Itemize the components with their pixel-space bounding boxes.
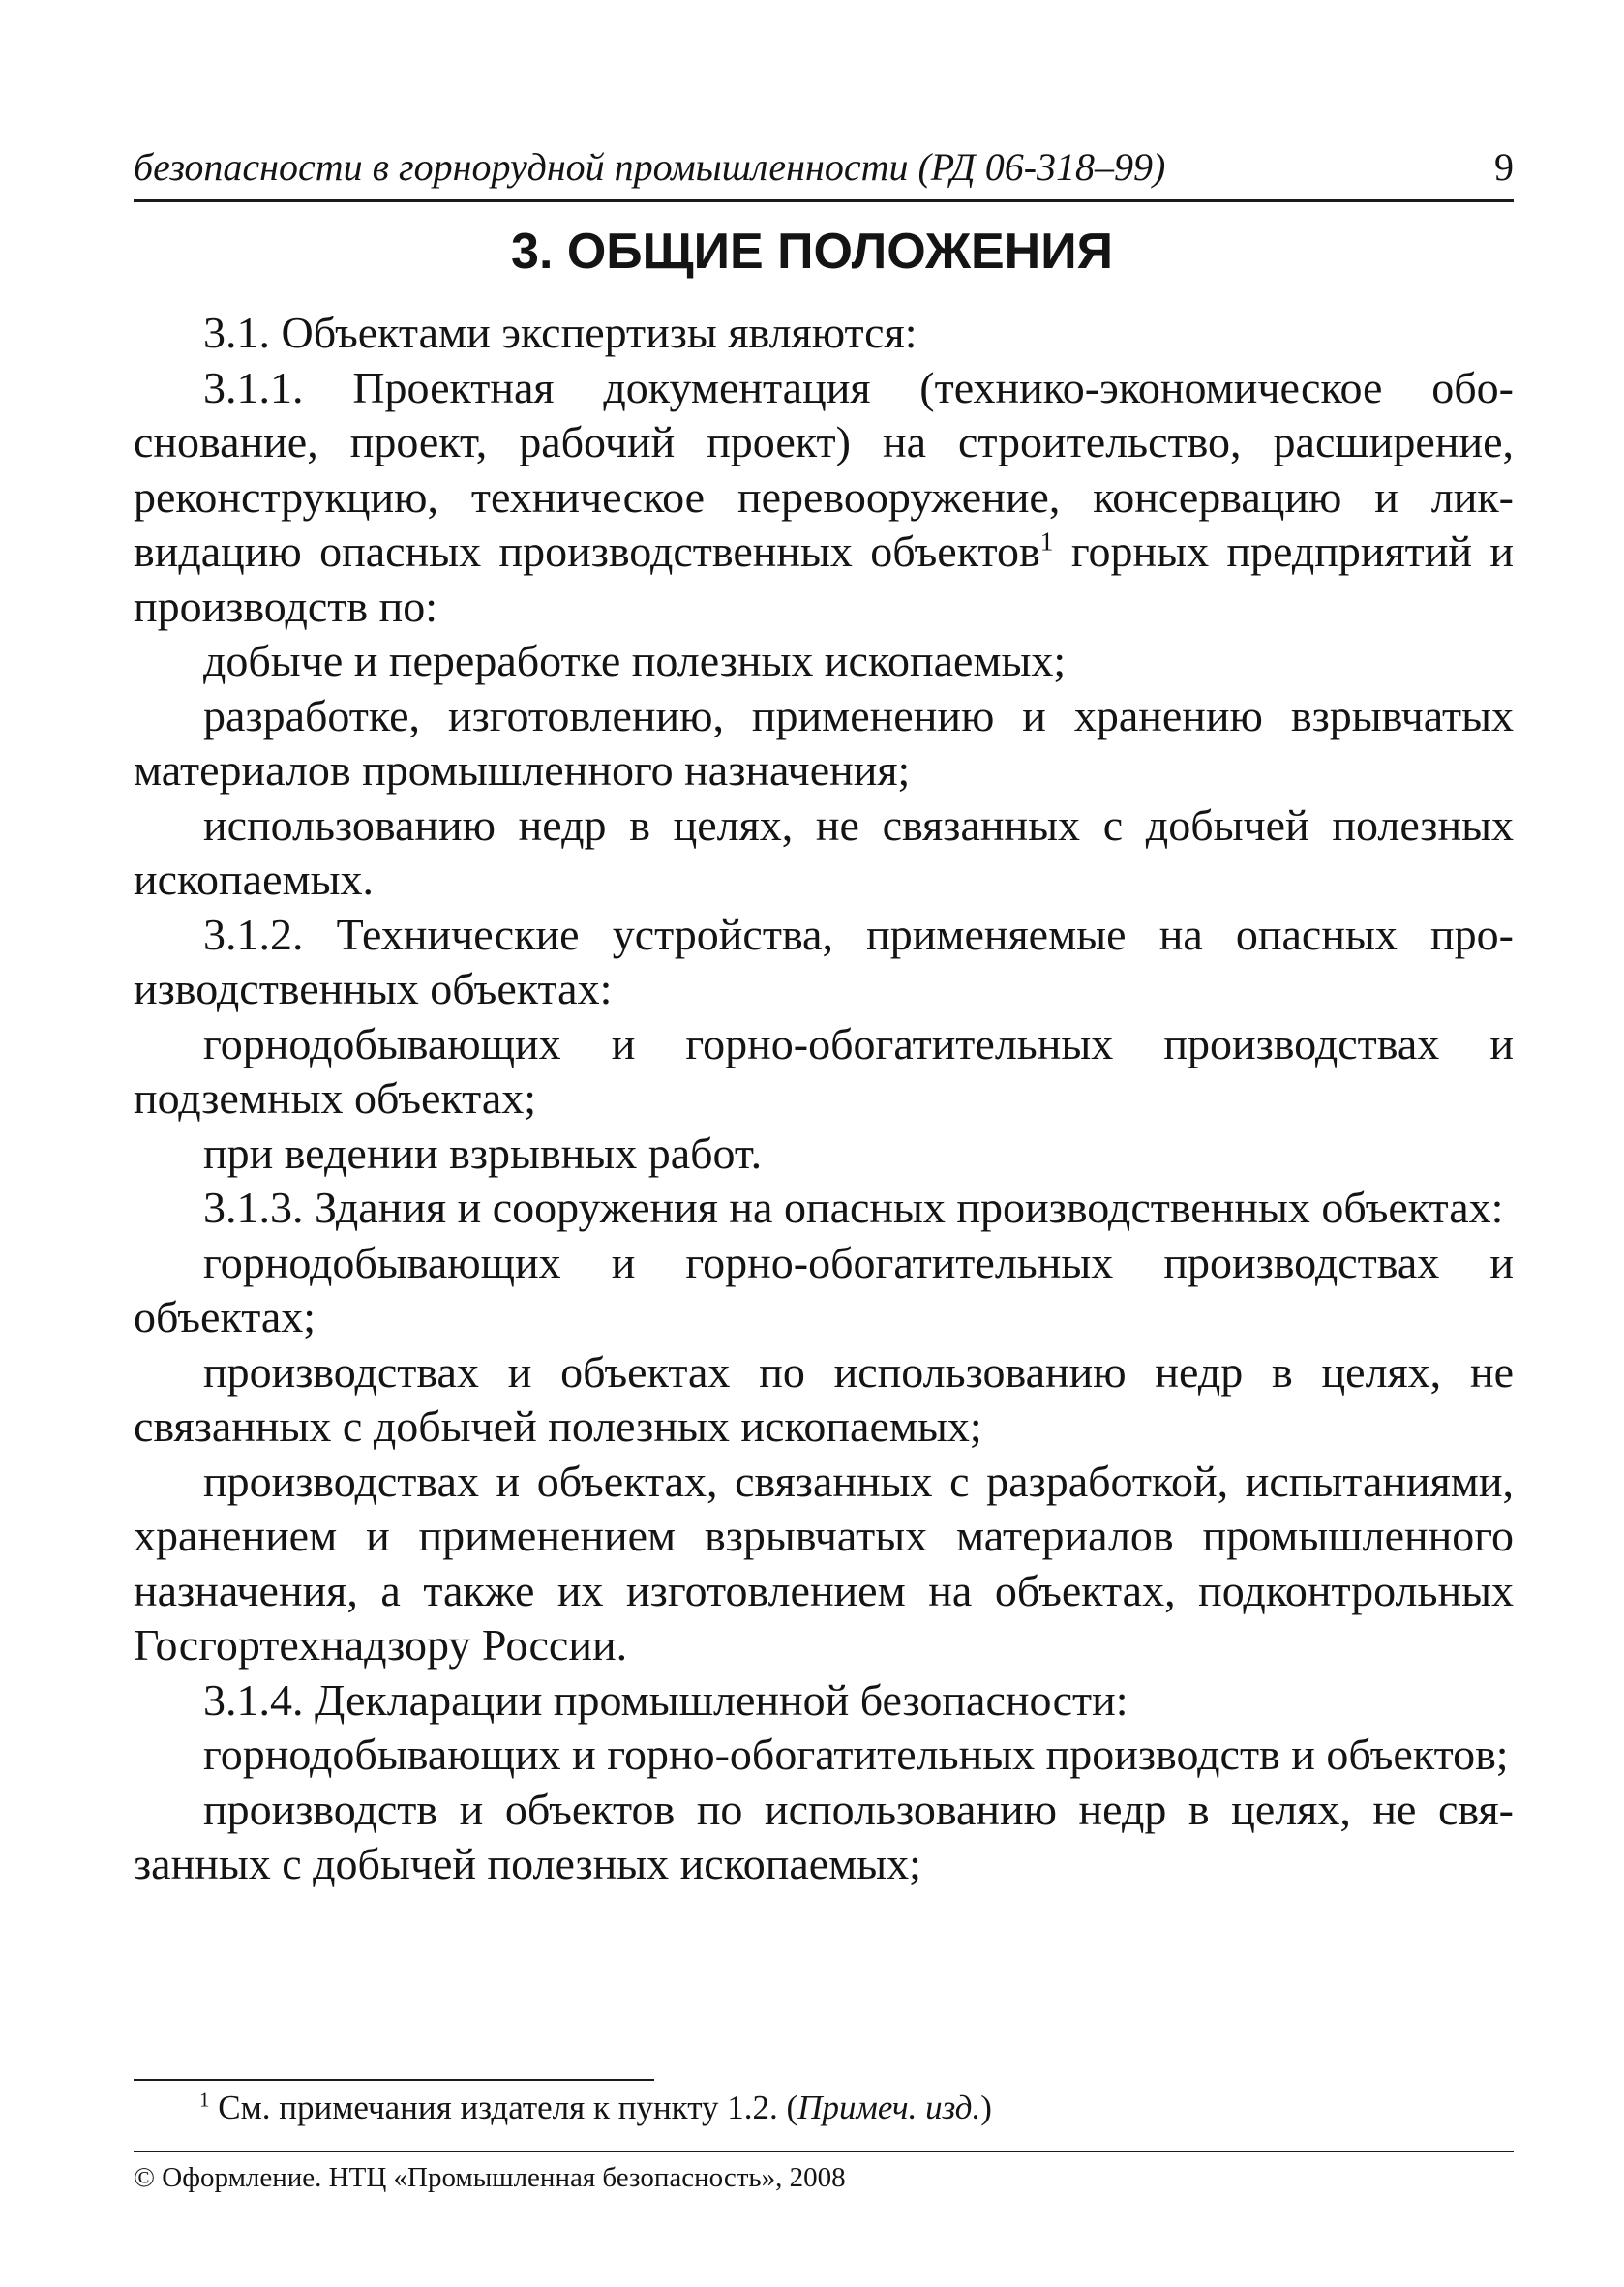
paragraph-text: горных предприятий и производств по: — [134, 527, 1514, 631]
paragraph — [134, 361, 1514, 635]
footnote-marker: 1 — [199, 2088, 210, 2112]
paragraph: 3.1.2. Технические устройства, применяемые на опасных производственных объектах: — [134, 909, 1514, 1013]
footnote-rule — [134, 2079, 654, 2081]
paragraph: производствах и объектах по использованию недр в целях, не связанных с добычей полезных ископаемых; — [134, 1346, 1514, 1451]
paragraph: 3.1. Объектами экспертизы являются: — [203, 308, 917, 357]
paragraph: добыче и переработке полезных ископаемых; — [203, 636, 1067, 685]
running-title: безопасности в горнорудной промышленности (РД 06-318–99) — [134, 145, 1166, 189]
paragraph: 3.1.4. Декларации промышленной безопасности: — [203, 1674, 1128, 1725]
page-number: 9 — [1494, 145, 1514, 189]
paragraph: при ведении взрывных работ. — [203, 1128, 763, 1178]
body-text — [134, 306, 1514, 1892]
paragraph: производствах и объектах, связанных с разработкой, испытаниями, хранением и применением взрывчатых материалов промышленного назначения, а также их изготовлением на объектах, подконтрольных Госгортехнадзору России. — [134, 1456, 1514, 1670]
paragraph: использованию недр в целях, не связанных с добычей полезных ископаемых. — [134, 799, 1514, 904]
copyright: © Оформление. НТЦ «Промышленная безопасность», 2008 — [134, 2162, 846, 2193]
running-header — [134, 143, 1514, 192]
header-rule — [134, 199, 1514, 202]
paragraph: разработке, изготовлению, применению и хранению взрывчатых материалов промышленного назначения; — [134, 690, 1514, 795]
section-heading: 3. ОБЩИЕ ПОЛОЖЕНИЯ — [511, 224, 1113, 280]
paragraph: 3.1.3. Здания и сооружения на опасных производственных объектах: — [203, 1183, 1504, 1232]
footnote-close: ) — [980, 2089, 992, 2126]
paragraph: горнодобывающих и горно-обогатительных производствах и объектах; — [134, 1237, 1514, 1341]
paragraph-text: 3.1.1. Проектная документация (технико-экономическое обоснование, проект, рабочий проект) на строительство, расширение, реконструкцию, техническое перевооружение, консервацию и ликвидацию опасных производственных объектов — [134, 362, 1514, 576]
footnote-reference: 1 — [1039, 526, 1054, 557]
paragraph: горнодобывающих и горно-обогатительных производств и объектов; — [203, 1730, 1509, 1779]
footnote-text: См. примечания издателя к пункту 1.2. ( — [209, 2089, 798, 2126]
paragraph: производств и объектов по использованию недр в целях, не связанных с добычей полезных ископаемых; — [134, 1784, 1514, 1888]
paragraph: горнодобывающих и горно-обогатительных производствах и подземных объектах; — [134, 1018, 1514, 1123]
bottom-rule — [134, 2151, 1514, 2152]
footnote-italic: Примеч. изд. — [797, 2089, 981, 2126]
footnote — [134, 2086, 1514, 2130]
